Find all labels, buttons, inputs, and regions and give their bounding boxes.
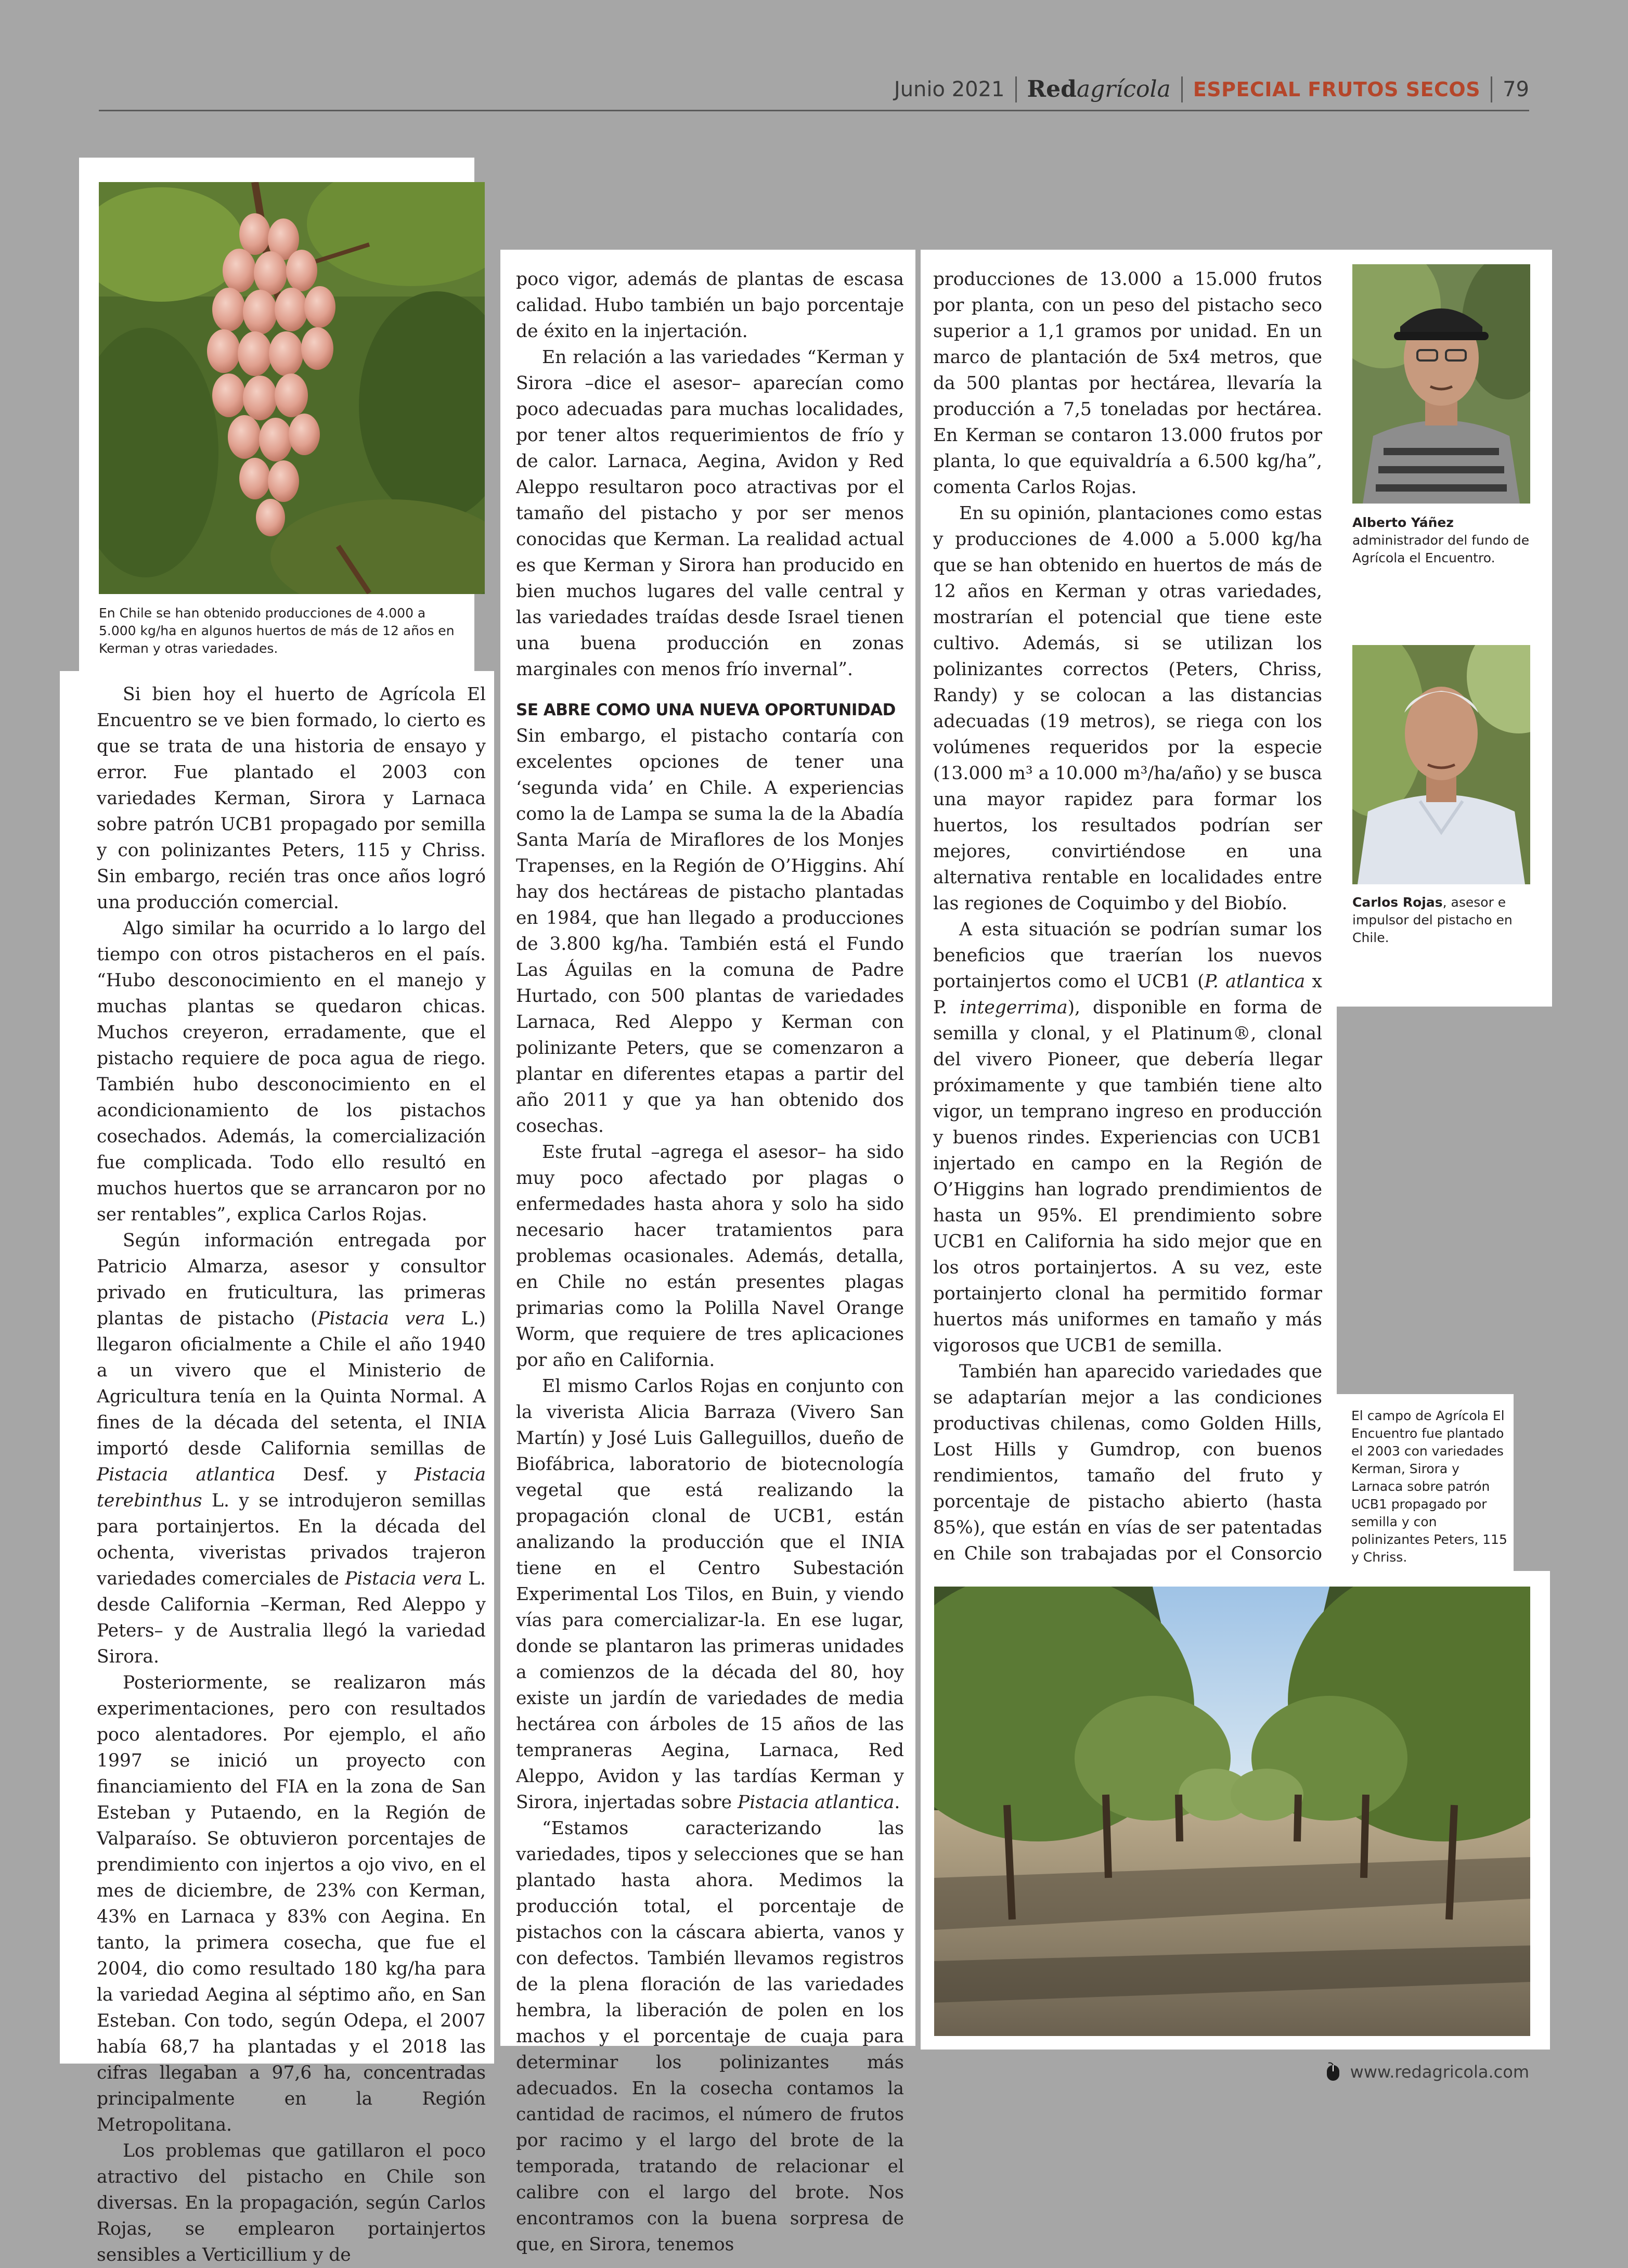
portrait-carlos-rojas xyxy=(1352,645,1530,884)
caption-yanez-role: administrador del fundo de Agrícola el Encuentro. xyxy=(1352,533,1530,565)
caption-rojas xyxy=(1352,894,1545,947)
section-heading: SE ABRE COMO UNA NUEVA OPORTUNIDAD xyxy=(516,701,896,719)
article-column-1: Si bien hoy el huerto de Agrícola El Encuentro se ve bien formado, lo cierto es que se trata de una historia de ensayo y error. Fue plantado el 2003 con variedades Kerman, Sirora y Larnaca sobre patrón UCB1 propagado por semilla y con polinizantes Peters, 115 y Chriss. Sin embargo, recién tras once años logró una producción comercial. Algo similar ha ocurrido a lo largo del tiempo con otros pistacheros en el país. “Hubo desconocimiento en el manejo y muchas plantas se quedaron chicas. Muchos creyeron, erradamente, que el pistacho requiere de poca agua de riego. También hubo desconocimiento en el acondicionamiento de los pistachos cosechados. Además, la comercialización fue complicada. Todo ello resultó en muchos huertos que se arrancaron por no ser rentables”, explica Carlos Rojas. Según información entregada por Patricio Almarza, asesor y consultor privado en fruticultura, las primeras plantas de pistacho (Pistacia vera L.) llegaron oficialmente a Chile el año 1940 a un vivero que el Ministerio de Agricultura tenía en la Quinta Normal. A fines de la década del setenta, el INIA importó desde California semillas de Pistacia atlantica Desf. y Pistacia terebinthus L. y se introdujeron semillas para portainjertos. En la década del ochenta, viveristas privados trajeron variedades comerciales de Pistacia vera L. desde California –Kerman, Red Aleppo y Peters– y de Australia llegó la variedad Sirora. Posteriormente, se realizaron más experimentaciones, pero con resultados poco alentadores. Por ejemplo, el año 1997 se inició un proyecto con financiamiento del FIA en la zona de San Esteban y Putaendo, en la Región de Valparaíso. Se obtuvieron porcentajes de prendimiento con injertos a ojo vivo, en el mes de diciembre, de 23% con Kerman, 43% en Larnaca y 83% con Aegina. En tanto, la primera cosecha, que fue el 2004, dio como resultado 180 kg/ha para la variedad Aegina al séptimo año, en San Esteban. Con todo, según Odepa, el 2007 había 68,7 ha plantadas y el 2018 las cifras llegaban a 97,6 ha, concentradas principalmente en la Región Metropolitana. Los problemas que gatillaron el poco atractivo del pistacho en Chile son diversas. En la propagación, según Carlos Rojas, se emplearon portainjertos sensibles a Verticillium y de xyxy=(97,684,486,2265)
article-column-2: poco vigor, además de plantas de escasa calidad. Hubo también un bajo porcentaje de éxito en la injertación. En relación a las variedades “Kerman y Sirora –dice el asesor– aparecían como poco adecuadas para muchas localidades, por tener altos requerimientos de frío y de calor. Larnaca, Aegina, Avidon y Red Aleppo resultaron poco atractivas por el tamaño del pistacho y por ser menos conocidas que Kerman. La realidad actual es que Kerman y Sirora han producido en bien muchos lugares del valle central y las variedades traídas desde Israel tienen una buena producción en zonas marginales con menos frío invernal”. SE ABRE COMO UNA NUEVA OPORTUNIDAD Sin embargo, el pistacho contaría con excelentes opciones de tener una ‘segunda vida’ en Chile. A experiencias como la de Lampa se suma la de la Abadía Santa María de Miraflores de los Monjes Trapenses, en la Región de O’Higgins. Ahí hay dos hectáreas de pistacho plantadas en 1984, que han llegado a producciones de 3.800 kg/ha. También está el Fundo Las Águilas en la comuna de Padre Hurtado, con 500 plantas de variedades Larnaca, Red Aleppo y Kerman con polinizante Peters, que se comenzaron a plantar en diferentes etapas a partir del año 2011 y que ya han obtenido dos cosechas. Este frutal –agrega el asesor– ha sido muy poco afectado por plagas o enfermedades hasta ahora y solo ha sido necesario hacer tratamientos para problemas ocasionales. Además, detalla, en Chile no están presentes plagas primarias como la Polilla Navel Orange Worm, que requiere de tres aplicaciones por año en California. El mismo Carlos Rojas en conjunto con la viverista Alicia Barraza (Vivero San Martín) y José Luis Galleguillos, dueño de Biofábrica, laboratorio de biotecnología vegetal que está realizando la propagación clonal de UCB1, están analizando la producción que el INIA tiene en el Centro Subestación Experimental Los Tilos, en Buin, y viendo vías para comercializar-la. En ese lugar, donde se plantaron las primeras unidades a comienzos de la década del 80, hoy existe un jardín de variedades de media hectárea con árboles de 15 años de las tempraneras Aegina, Larnaca, Red Aleppo, Avidon y las tardías Kerman y Sirora, injertadas sobre Pistacia atlantica. “Estamos caracterizando las variedades, tipos y selecciones que se han plantado hasta ahora. Medimos la producción total, el porcentaje de pistachos con la cáscara abierta, vanos y con defectos. También llevamos registros de la plena floración de las variedades hembra, la liberación de polen en los machos y el porcentaje de cuaja para determinar los polinizantes más adecuados. En la cosecha contamos la cantidad de racimos, el número de frutos por racimo y el largo del brote de la temporada, tratando de relacionar el calibre con el largo del brote. Nos encontramos con la buena sorpresa de que, en Sirora, tenemos xyxy=(516,269,904,2255)
page-header xyxy=(99,76,1529,108)
portrait-alberto-yanez xyxy=(1352,264,1530,504)
page-footer xyxy=(1325,2062,1529,2082)
pistachio-cluster-photo xyxy=(99,182,485,594)
caption-yanez xyxy=(1352,514,1545,567)
orchard-photo xyxy=(934,1587,1530,2036)
caption-yanez-name: Alberto Yáñez xyxy=(1352,515,1454,530)
page-number: 79 xyxy=(1503,77,1529,101)
caption-pistachio-cluster: En Chile se han obtenido producciones de 4.000 a 5.000 kg/ha en algunos huertos de más de 12 años en Kerman y otras variedades. xyxy=(99,605,455,656)
header-divider xyxy=(1491,76,1492,102)
issue-date: Junio 2021 xyxy=(894,77,1005,101)
caption-rojas-name: Carlos Rojas xyxy=(1352,895,1443,910)
brand-logo: Redagrícola xyxy=(1027,76,1171,102)
caption-orchard: El campo de Agrícola El Encuentro fue plantado el 2003 con variedades Kerman, Sirora y Larnaca sobre patrón UCB1 propagado por semilla y con polinizantes Peters, 115 y Chriss. xyxy=(1351,1408,1507,1565)
section-title: ESPECIAL FRUTOS SECOS xyxy=(1193,78,1481,101)
caption-rojas-role: , asesor e impulsor del pistacho en Chile. xyxy=(1352,895,1513,945)
article-column-3: producciones de 13.000 a 15.000 frutos por planta, con un peso del pistacho seco superior a 1,1 gramos por unidad. En un marco de plantación de 5x4 metros, que da 500 plantas por hectárea, llevaría la producción a 7,5 toneladas por hectárea. En Kerman se contaron 13.000 frutos por planta, lo que equivaldría a 6.500 kg/ha”, comenta Carlos Rojas. En su opinión, plantaciones como estas y producciones de 4.000 a 5.000 kg/ha que se han obtenido en huertos de más de 12 años en Kerman y otras variedades, mostrarían el potencial que tiene este cultivo. Además, si se utilizan los polinizantes correctos (Peters, Chriss, Randy) y se colocan a las distancias adecuadas (19 metros), se riega con los volúmenes requeridos por la especie (13.000 m³ a 10.000 m³/ha/año) y se busca una mayor rapidez para formar los huertos, los resultados podrían ser mejores, convirtiéndose en una alternativa rentable en localidades entre las regiones de Coquimbo y del Biobío. A esta situación se podrían sumar los beneficios que traerían los nuevos portainjertos como el UCB1 (P. atlantica x P. integerrima), disponible en forma de semilla y clonal, y el Platinum®, clonal del vivero Pioneer, que debería llegar próximamente y que también tiene alto vigor, un temprano ingreso en producción y buenos rindes. Experiencias con UCB1 injertado en campo en la Región de O’Higgins han logrado prendimientos de hasta un 95%. El prendimiento sobre UCB1 en California ha sido mejor que en los otros portainjertos. A su vez, este portainjerto clonal ha permitido formar huertos más uniformes en tamaño y más vigorosos que UCB1 de semilla. También han aparecido variedades que se adaptarían mejor a las condiciones productivas chilenas, como Golden Hills, Lost Hills y Gumdrop, con buenos rendimientos, tamaño del fruto y porcentaje de pistacho abierto (hasta 85%), que están en vías de ser patentadas en Chile son trabajadas por el Consorcio xyxy=(933,269,1323,1564)
mouse-icon xyxy=(1325,2062,1341,2082)
header-rule xyxy=(99,110,1529,111)
footer-url[interactable]: www.redagricola.com xyxy=(1350,2062,1529,2082)
header-divider xyxy=(1015,76,1017,102)
header-divider xyxy=(1181,76,1183,102)
